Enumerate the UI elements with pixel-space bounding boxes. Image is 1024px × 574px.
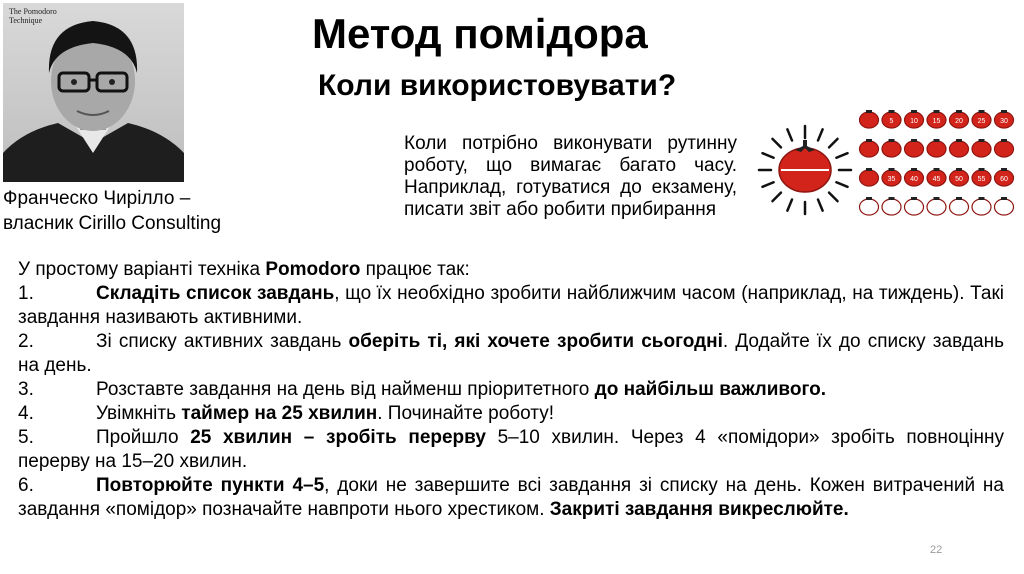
timer-ray [829,139,837,147]
when-to-use-text: Коли потрібно виконувати рутинну роботу, що вимагає багато часу. Наприклад, готуватися до екзамену, писати звіт або робити прибирання [404,133,737,220]
tracker-leaf-icon [889,168,895,171]
photo-caption: The Pomodoro Technique [9,7,57,25]
tracker-leaf-icon [934,139,940,142]
step-bold: Складіть список завдань [96,283,335,304]
timer-ray [772,139,780,147]
timer-ray [836,153,847,158]
intro-text: У простому варіанті техніка [18,259,266,280]
tracker-tomato-icon [972,141,991,157]
tracker-leaf-icon [956,197,962,200]
tracker-minute-label: 5 [889,118,894,125]
step-6 [18,474,1004,522]
step-text: Пройшло [96,427,191,448]
tracker-leaf-icon [956,110,962,113]
step-text-end: . Починайте роботу! [377,403,554,424]
tracker-minute-label: 20 [955,118,963,125]
step-text: Зі списку активних завдань [96,331,349,352]
timer-ray [787,129,792,140]
tracker-tomato-icon [860,170,879,186]
author-photo [3,3,184,182]
tracker-tomato-icon [860,112,879,128]
tracker-leaf-icon [911,197,917,200]
tracker-leaf-icon [979,139,985,142]
tracker-leaf-icon [979,110,985,113]
tracker-tomato-icon [905,199,924,215]
tracker-leaf-icon [911,168,917,171]
step-3 [18,378,1004,402]
tracker-minute-label: 15 [932,118,941,125]
step-number: 3. [18,379,34,400]
timer-ray [787,200,792,211]
tracker-leaf-icon [1001,197,1007,200]
step-1 [18,282,1004,330]
step-5 [18,426,1004,474]
tracker-leaf-icon [979,197,985,200]
step-number: 5. [18,427,34,448]
step-number: 2. [18,331,34,352]
tracker-tomato-icon [927,141,946,157]
step-4 [18,402,1004,426]
tracker-tomato-icon [860,141,879,157]
timer-ray [836,182,847,187]
tracker-tomato-icon [995,199,1014,215]
tracker-minute-label: 50 [955,176,963,183]
slide-subtitle: Коли використовувати? [318,69,677,102]
step-bold: Повторюйте пункти 4–5 [96,475,325,496]
step-bold-end: Закриті завдання викреслюйте. [549,499,849,520]
step-text-end: 5–10 хвилин. Через 4 «помідори» зробіть повноцінну перерву на 15–20 хвилин. [18,427,1004,472]
tracker-leaf-icon [956,139,962,142]
tracker-minute-label: 10 [910,118,918,125]
intro-technique-name: Pomodoro [265,259,361,280]
author-caption [3,186,253,236]
pomodoro-tracker-icon [858,106,1018,224]
tracker-leaf-icon [1001,110,1007,113]
timer-ray [772,193,780,201]
tracker-leaf-icon [979,168,985,171]
tracker-leaf-icon [911,110,917,113]
author-role: власник Cirillo Consulting [3,213,222,234]
tracker-minute-label: 30 [1000,118,1008,125]
step-number: 6. [18,475,34,496]
step-2 [18,330,1004,378]
step-number: 1. [18,283,34,304]
tracker-leaf-icon [866,110,872,113]
tracker-leaf-icon [1001,139,1007,142]
timer-ray [763,153,774,158]
tracker-minute-label: 55 [977,176,986,183]
tracker-leaf-icon [934,110,940,113]
tracker-tomato-icon [905,141,924,157]
tomato-timer-icon [755,112,855,224]
timer-ray [763,182,774,187]
tracker-leaf-icon [934,168,940,171]
slide-title: Метод помідора [312,10,648,57]
intro-text-end: працює так: [360,259,470,280]
tracker-minute-label: 40 [910,176,918,183]
tracker-tomato-icon [882,199,901,215]
tracker-tomato-icon [882,141,901,157]
step-number: 4. [18,403,34,424]
tracker-minute-label: 60 [1000,176,1008,183]
tracker-leaf-icon [866,197,872,200]
tracker-leaf-icon [956,168,962,171]
author-portrait-image [3,3,184,182]
timer-ray [829,193,837,201]
step-text: Увімкніть [96,403,182,424]
tracker-tomato-icon [950,199,969,215]
tracker-tomato-icon [950,141,969,157]
tracker-tomato-icon [972,199,991,215]
tracker-tomato-icon [927,199,946,215]
step-bold: до найбільш важливого. [594,379,827,400]
slide-number: 22 [930,544,943,556]
tracker-leaf-icon [889,197,895,200]
step-bold: 25 хвилин – зробіть перерву [190,427,486,448]
step-text: Розставте завдання на день від найменш пріоритетного [96,379,595,400]
step-text: , що їх необхідно зробити найближчим часом (наприклад, на тиждень). Такі завдання називають активними. [18,283,1004,328]
tracker-leaf-icon [889,139,895,142]
tracker-leaf-icon [889,110,895,113]
timer-ray [818,200,823,211]
tracker-minute-label: 35 [887,176,896,183]
author-name: Франческо Чирілло – [3,188,191,209]
tracker-minute-label: 25 [977,118,986,125]
tracker-leaf-icon [911,139,917,142]
timer-ray [818,129,823,140]
tracker-leaf-icon [1001,168,1007,171]
step-text: , доки не завершите всі завдання зі списку на день. Кожен витрачений на завдання «помідор» позначайте навпроти нього хрестиком. [18,475,1004,520]
step-bold: оберіть ті, які хочете зробити сьогодні [348,331,723,352]
tracker-leaf-icon [866,139,872,142]
tracker-leaf-icon [866,168,872,171]
tracker-tomato-icon [995,141,1014,157]
tracker-leaf-icon [934,197,940,200]
intro-line [18,258,1004,282]
tracker-tomato-icon [860,199,879,215]
tracker-minute-label: 45 [932,176,941,183]
step-text-end: . Додайте їх до списку завдань на день. [18,331,1004,376]
step-bold: таймер на 25 хвилин [181,403,378,424]
technique-description [18,258,1004,522]
